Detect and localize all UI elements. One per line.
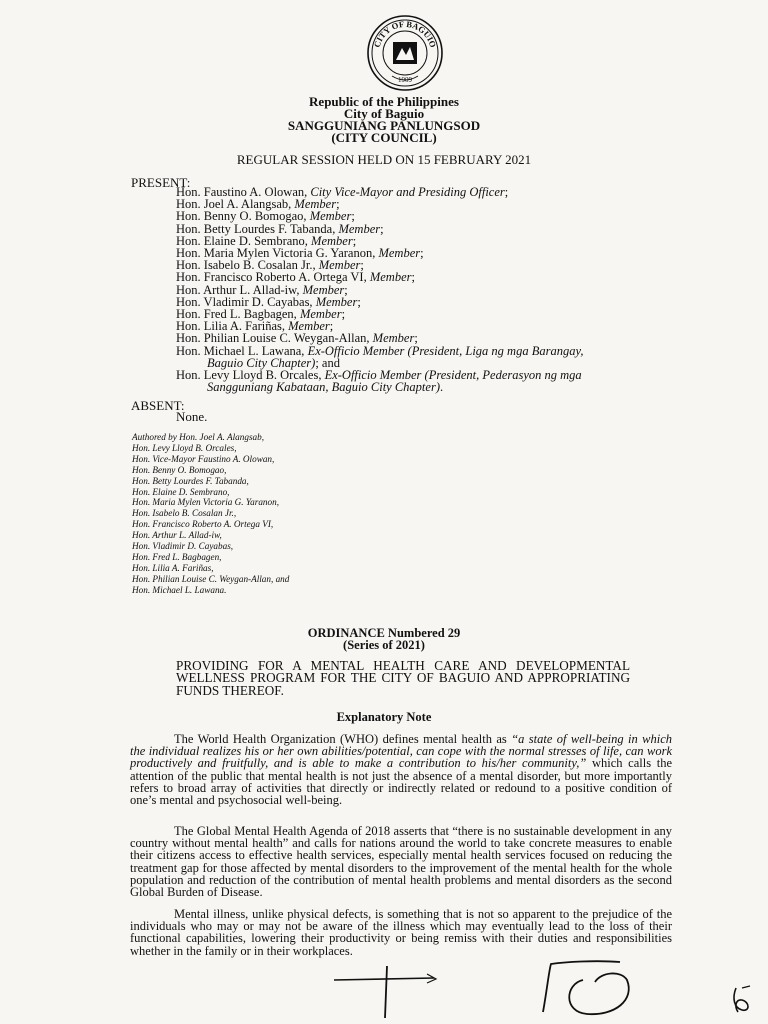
member-role: Ex-Officio Member (President, Pederasyon ng mga bbox=[324, 368, 582, 383]
member-name: Hon. Fred L. Bagbagen, bbox=[176, 307, 300, 322]
paragraph-1 bbox=[130, 733, 672, 806]
p3-text: Mental illness, unlike physical defects, is something that is not so apparent to the prejudice of the individuals who may or may not be aware of the illness which may eventually lead to the loss of their functional capabilities, lowering their productivity or being remiss with their duties and responsibilities whether in the family or in their workplaces. bbox=[130, 907, 672, 958]
member-name: Hon. Lilia A. Fariñas, bbox=[176, 319, 289, 334]
p2-text: The Global Mental Health Agenda of 2018 asserts that “there is no sustainable development in any country without mental health” and calls for nations around the world to take concrete measures to enable their citizens access to effective health services, especially mental health services focused on reducing the treatment gap for those affected by mental disorders to the improvement of the mental health for the whole population and reduction of the contribution of mental health problems and mental disorders as the second Global Burden of Disease. bbox=[130, 824, 672, 900]
member-tail: ; bbox=[329, 319, 334, 334]
header-republic: Republic of the Philippines bbox=[309, 94, 459, 109]
member-tail: ; bbox=[357, 294, 361, 309]
authors-list bbox=[132, 432, 289, 596]
author-line: Hon. Isabelo B. Cosalan Jr., bbox=[132, 508, 237, 519]
ordinance-title: PROVIDING FOR A MENTAL HEALTH CARE AND DEVELOPMENTAL WELLNESS PROGRAM FOR THE CITY OF BAGUIO AND APPROPRIATING FUNDS THEREOF. bbox=[176, 658, 630, 698]
member-tail: ; bbox=[344, 282, 348, 297]
member-role: Member bbox=[302, 282, 345, 297]
member-role: Member bbox=[372, 331, 415, 346]
author-line: Hon. Arthur L. Allad-iw, bbox=[132, 530, 222, 541]
member-tail: ; bbox=[351, 209, 355, 224]
member-role: Member bbox=[299, 307, 342, 322]
signature-left bbox=[330, 960, 440, 1020]
paragraph-2 bbox=[130, 825, 672, 898]
seal-year: 1909 bbox=[398, 76, 412, 84]
author-line: Hon. Maria Mylen Victoria G. Yaranon, bbox=[132, 497, 279, 508]
member-name: Hon. Isabelo B. Cosalan Jr., bbox=[176, 258, 319, 273]
p1-intro: The World Health Organization (WHO) defines mental health as bbox=[174, 732, 512, 746]
author-line: Hon. Levy Lloyd B. Orcales, bbox=[132, 442, 237, 453]
member-role: Baguio City Chapter) bbox=[207, 355, 316, 370]
absent-value: None. bbox=[176, 409, 208, 424]
member-role: City Vice-Mayor and Presiding Officer bbox=[310, 185, 505, 199]
initials-mark bbox=[728, 984, 758, 1016]
member-tail: ; and bbox=[315, 355, 340, 370]
member-tail: ; bbox=[411, 270, 415, 285]
member-role: Member bbox=[369, 270, 412, 285]
member-name: Hon. Philian Louise C. Weygan-Allan, bbox=[176, 331, 373, 346]
member-role: Member bbox=[315, 294, 358, 309]
member-role: Member bbox=[309, 209, 352, 224]
author-line: Hon. Betty Lourdes F. Tabanda, bbox=[132, 475, 249, 486]
p1-quote: “a state of well-being in which the individual realizes his or her own abilities/potential, can cope with the normal stresses of life, can work productively and fruitfully, and is able to make a contribution to his/her community,” bbox=[130, 732, 672, 771]
author-line: Hon. Michael L. Lawana. bbox=[132, 584, 227, 595]
explanatory-heading: Explanatory Note bbox=[336, 710, 432, 724]
member-role: Member bbox=[311, 233, 353, 248]
header-city: City of Baguio bbox=[343, 106, 425, 121]
member-tail: ; bbox=[504, 185, 509, 199]
signature-right bbox=[535, 950, 655, 1020]
member-tail: ; bbox=[341, 307, 346, 322]
member-role: Member bbox=[378, 246, 421, 261]
member-name: Hon. Joel A. Alangsab, bbox=[176, 197, 295, 212]
session-line: REGULAR SESSION HELD ON 15 FEBRUARY 2021 bbox=[236, 152, 532, 167]
member-tail: ; bbox=[420, 246, 424, 261]
member-name: Hon. Levy Lloyd B. Orcales, bbox=[176, 368, 325, 383]
author-line: Hon. Vice-Mayor Faustino A. Olowan, bbox=[132, 453, 275, 464]
member-name: Hon. Vladimir D. Cayabas, bbox=[176, 294, 316, 309]
city-seal-logo bbox=[366, 14, 444, 92]
author-line: Hon. Francisco Roberto A. Ortega VI, bbox=[132, 519, 274, 530]
author-line: Hon. Philian Louise C. Weygan-Allan, and bbox=[132, 573, 290, 584]
author-line: Hon. Fred L. Bagbagen, bbox=[132, 551, 222, 562]
header-council: SANGGUNIANG PANLUNGSOD bbox=[287, 118, 481, 133]
author-line: Hon. Lilia A. Fariñas, bbox=[132, 562, 214, 573]
member-tail: ; bbox=[414, 331, 418, 346]
member-role: Sangguniang Kabataan, Baguio City Chapter) bbox=[207, 380, 440, 395]
member-name: Hon. Francisco Roberto A. Ortega VI, bbox=[176, 270, 370, 285]
seal-ring-text: CITY OF BAGUIO bbox=[371, 18, 439, 49]
absent-label: ABSENT: bbox=[131, 398, 185, 413]
ordinance-series: (Series of 2021) bbox=[343, 638, 425, 652]
member-name: Hon. Michael L. Lawana, bbox=[176, 343, 308, 358]
author-line: Hon. Vladimir D. Cayabas, bbox=[132, 541, 234, 552]
member-role: Member bbox=[338, 221, 381, 236]
author-line: Hon. Elaine D. Sembrano, bbox=[132, 486, 230, 497]
member-name: Hon. Maria Mylen Victoria G. Yaranon, bbox=[176, 246, 379, 261]
member-tail: ; bbox=[336, 197, 340, 212]
member-name: Hon. Benny O. Bomogao, bbox=[176, 209, 310, 224]
member-tail: . bbox=[439, 380, 444, 395]
member-role: Member bbox=[294, 197, 337, 212]
p1-rest: which calls the attention of the public that mental health is not just the absence of a mental disorder, but more importantly refers to broad array of activities that directly or indirectly related or redound to a positive condition of one’s mental and psychosocial well-being. bbox=[130, 756, 672, 808]
header-council-en: (CITY COUNCIL) bbox=[331, 130, 437, 145]
member-name: Hon. Betty Lourdes F. Tabanda, bbox=[176, 221, 339, 236]
member-tail: ; bbox=[360, 258, 364, 273]
member-name: Hon. Elaine D. Sembrano, bbox=[176, 233, 312, 248]
member-tail: ; bbox=[352, 233, 357, 248]
present-label: PRESENT: bbox=[131, 175, 191, 190]
member-role: Member bbox=[288, 319, 330, 334]
member-role: Member bbox=[318, 258, 361, 273]
author-line: Hon. Benny O. Bomogao, bbox=[132, 464, 227, 475]
present-list bbox=[176, 186, 583, 393]
member-tail: ; bbox=[380, 221, 384, 236]
member-name: Hon. Arthur L. Allad-iw, bbox=[176, 282, 303, 297]
author-line: Authored by Hon. Joel A. Alangsab, bbox=[132, 432, 265, 442]
member-role: Ex-Officio Member (President, Liga ng mga Barangay, bbox=[307, 343, 584, 358]
member-name: Hon. Faustino A. Olowan, bbox=[176, 185, 311, 199]
ordinance-number: ORDINANCE Numbered 29 bbox=[307, 626, 461, 640]
present-member bbox=[176, 381, 583, 393]
